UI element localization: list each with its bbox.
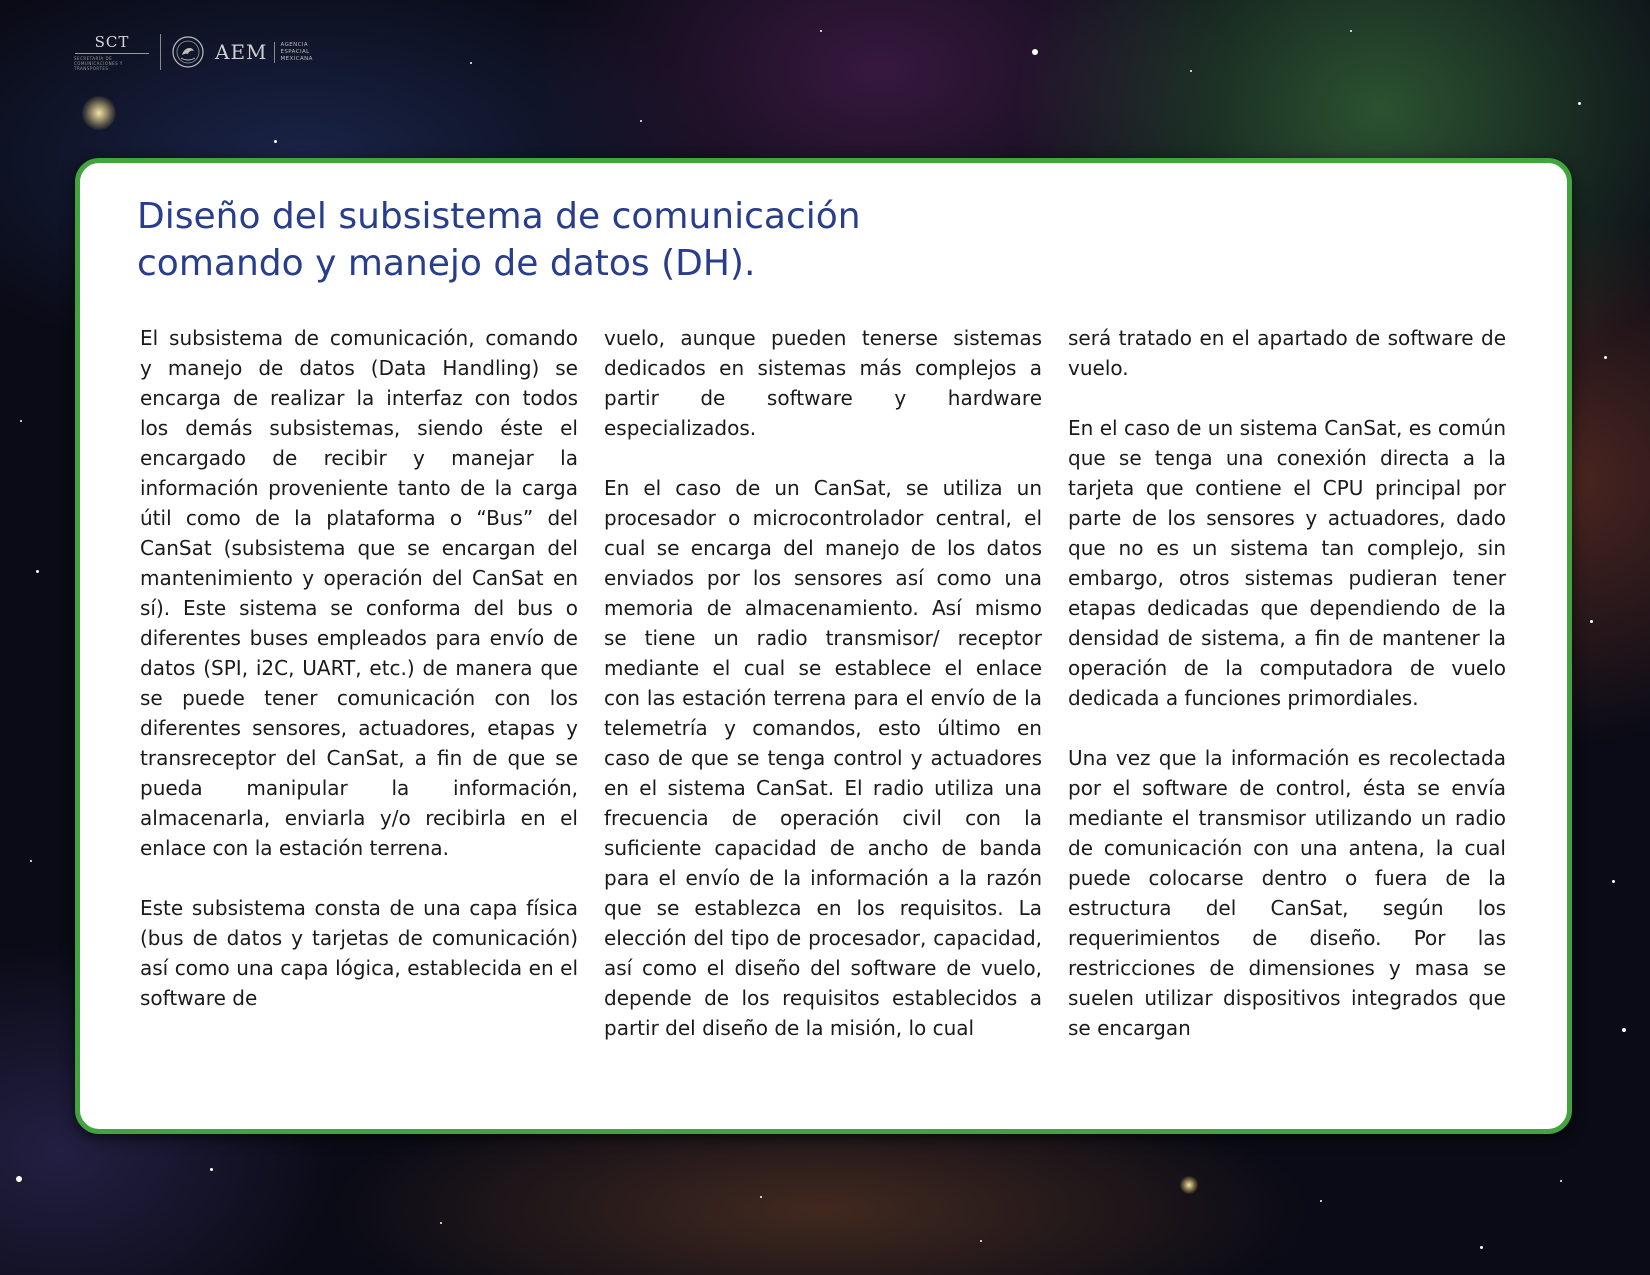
star (640, 120, 642, 122)
mexican-coat-of-arms-seal-icon (171, 35, 205, 69)
paragraph: Este subsistema consta de una capa física (bus de datos y tarjetas de comunicación) así como una capa lógica, establecida en el software de (140, 896, 578, 1010)
star (16, 1176, 22, 1182)
aem-line: MEXICANA (280, 55, 313, 62)
star (1612, 880, 1615, 883)
logo-divider (160, 34, 161, 70)
star (274, 140, 277, 143)
star (30, 860, 32, 862)
glowing-star (1180, 1176, 1198, 1194)
star (210, 1168, 213, 1171)
paragraph: El subsistema de comunicación, comando y manejo de datos (Data Handling) se encarga de realizar la interfaz con todos los demás subsistemas, siendo éste el encargado de recibir y manejar la información proveniente tanto de la carga útil como de la plataforma o “Bus” del CanSat (subsistema que se encargan del mantenimiento y operación del CanSat en sí). Este sistema se conforma del bus o diferentes buses empleados para envío de datos (SPI, i2C, UART, etc.) de manera que se puede tener comunicación con los diferentes sensores, actuadores, etapas y transreceptor del CanSat, a fin de que se pueda manipular la información, almacenarla, enviarla y/o recibirla en el enlace con la estación terrena. (140, 326, 578, 860)
paragraph: En el caso de un sistema CanSat, es común que se tenga una conexión directa a la tarjeta que contiene el CPU principal por parte de los sensores y actuadores, dado que no es un sistema tan complejo, sin embargo, otros sistemas pudieran tener etapas dedicadas que dependiendo de la densidad de sistema, a fin de mantener la operación de la computadora de vuelo dedicada a funciones primordiales. (1068, 416, 1506, 710)
star (1578, 102, 1581, 105)
aem-line: ESPACIAL (280, 48, 310, 55)
star (820, 30, 822, 32)
aem-line: AGENCIA (280, 41, 309, 48)
text-column-1 (140, 323, 578, 1073)
star (760, 1196, 762, 1198)
sct-logo (74, 34, 150, 71)
sct-abbr: SCT (94, 32, 130, 51)
star (1190, 70, 1192, 72)
star (1480, 1246, 1483, 1249)
star (1320, 1200, 1322, 1202)
star (1622, 1028, 1626, 1032)
star (980, 1240, 982, 1242)
text-column-3 (1068, 323, 1506, 1073)
star (470, 62, 472, 64)
glowing-star (82, 96, 116, 130)
content-card (75, 158, 1572, 1134)
star (440, 1222, 442, 1224)
paragraph: En el caso de un CanSat, se utiliza un procesador o microcontrolador central, el cual se encarga del manejo de los datos enviados por los sensores así como una memoria de almacenamiento. Así mismo se tiene un radio transmisor/ receptor mediante el cual se establece el enlace con las estación terrena para el envío de la telemetría y comandos, esto último en caso de que se tenga control y actuadores en el sistema CanSat. El radio utiliza una frecuencia de operación civil con la suficiente capacidad de ancho de banda para el envío de la información a la razón que se establezca en los requisitos. La elección del tipo de procesador, capacidad, así como el diseño del software de vuelo, depende de los requisitos establecidos a partir del diseño de la misión, lo cual (604, 476, 1042, 1040)
sct-underline (75, 53, 149, 54)
star (1604, 356, 1607, 359)
star (1350, 30, 1352, 32)
page-title-line: Diseño del subsistema de comunicación (137, 196, 861, 237)
page-title (137, 193, 861, 287)
text-column-2 (604, 323, 1042, 1073)
star (1590, 620, 1593, 623)
star (20, 420, 22, 422)
aem-fullname (274, 42, 313, 63)
paragraph: vuelo, aunque pueden tenerse sistemas dedicados en sistemas más complejos a partir de software y hardware especializados. (604, 326, 1042, 440)
aem-abbr: AEM (215, 40, 268, 64)
star (1032, 49, 1038, 55)
text-columns (140, 323, 1508, 1073)
paragraph: será tratado en el apartado de software de vuelo. (1068, 326, 1506, 380)
sct-subtitle: SECRETARÍA DE COMUNICACIONES Y TRANSPORTES (74, 55, 123, 71)
header-logos (74, 32, 313, 72)
star (36, 570, 39, 573)
paragraph: Una vez que la información es recolectada por el software de control, ésta se envía mediante el transmisor utilizando un radio de comunicación con una antena, la cual puede colocarse dentro o fuera de la estructura del CanSat, según los requerimientos de diseño. Por las restricciones de dimensiones y masa se suelen utilizar dispositivos integrados que se encargan (1068, 746, 1506, 1040)
star (1560, 1180, 1562, 1182)
page-title-line: comando y manejo de datos (DH). (137, 243, 756, 284)
